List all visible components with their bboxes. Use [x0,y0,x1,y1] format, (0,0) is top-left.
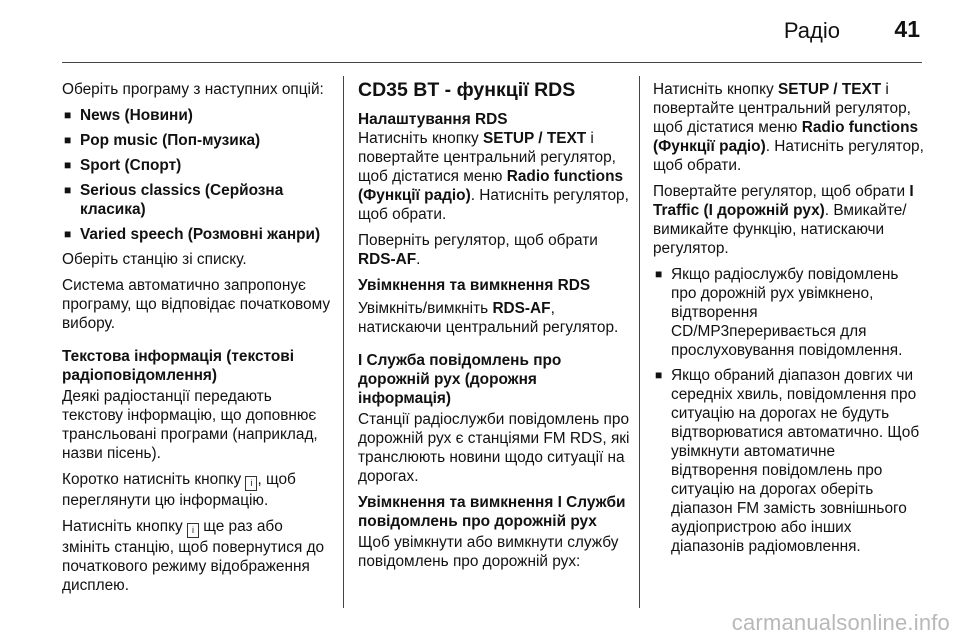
paragraph: Натисніть кнопку SETUP / TEXT і повертайте центральний регулятор, щоб дістатися меню Radio functions (Функції радіо). Натисніть регулятор, щоб обрати. [653,81,924,174]
paragraph: Деякі радіостанції передають текстову інформацію, що доповнює трансльовані програми (наприклад, назви пісень). [62,388,318,462]
page-number: 41 [894,16,920,42]
paragraph: Поверніть регулятор, щоб обрати RDS-AF. [358,232,598,268]
paragraph: Повертайте регулятор, щоб обрати I Traffic (I дорожній рух). Вмикайте/вимикайте функцію, натискаючи регулятор. [653,183,914,257]
paragraph: Система автоматично запропонує програму, що відповідає початковому вибору. [62,277,331,332]
bullet-icon: ■ [64,108,72,122]
section-heading: Налаштування RDS [358,111,508,128]
bullet-icon: ■ [655,368,663,382]
page-header-title: Радіо [783,18,840,43]
bullet-icon: ■ [64,158,72,172]
program-options-list [62,106,334,244]
traffic-notes-list [653,265,925,556]
list-item: ■ Varied speech (Розмовні жанри) [64,226,321,243]
column-divider [639,76,640,608]
list-item: ■ Serious classics (Серйозна класика) [64,182,284,218]
bullet-icon: ■ [64,183,72,197]
paragraph: Коротко натисніть кнопку i , щоб переглянути цю інформацію. [62,471,296,509]
section-heading: Увімкнення та вимкнення RDS [358,277,591,294]
bullet-icon: ■ [64,227,72,241]
section-heading: I Служба повідомлень про дорожній рух (дорожня інформація) [358,352,562,407]
paragraph: Станції радіослужби повідомлень про дорожній рух є станціями FM RDS, які транслюють новини щодо ситуації на дорогах. [358,411,630,485]
list-item: ■ Sport (Спорт) [64,157,182,174]
info-button-icon: i [245,476,257,491]
column-3 [653,80,925,562]
list-item: ■ News (Новини) [64,107,193,124]
info-button-icon: i [187,523,199,538]
paragraph: Увімкніть/вимкніть RDS-AF, натискаючи центральний регулятор. [358,300,619,336]
bullet-icon: ■ [64,133,72,147]
section-title: CD35 BT - функції RDS [358,79,576,101]
header-rule [62,62,922,63]
column-divider [343,76,344,608]
paragraph: Щоб увімкнути або вимкнути службу повідомлень про дорожній рух: [358,534,619,570]
section-heading: Увімкнення та вимкнення I Служби повідомлень про дорожній рух [358,494,626,530]
intro-text: Оберіть програму з наступних опцій: [62,81,324,98]
watermark: carmanualsonline.info [731,610,950,635]
column-1 [62,80,334,602]
section-heading: Текстова інформація (текстові радіоповідомлення) [62,348,295,384]
list-item: ■ Pop music (Поп-музика) [64,132,261,149]
list-item: ■ Якщо обраний діапазон довгих чи середніх хвиль, повідомлення про ситуацію на дорогах не будуть відтворюватися автоматично. Щоб увімкнути автоматичне відтворення повідомлень про ситуацію на дорогах оберіть діапазон FM замість зовнішнього аудіопристрою або інших діапазонів радіомовлення. [655,367,920,555]
list-item: ■ Якщо радіослужбу повідомлень про дорожній рух увімкнено, відтворення CD/MP3переривається для прослуховування повідомлення. [655,266,903,359]
paragraph: Натисніть кнопку SETUP / TEXT і повертайте центральний регулятор, щоб дістатися меню Radio functions (Функції радіо). Натисніть регулятор, щоб обрати. [358,130,629,223]
paragraph: Оберіть станцію зі списку. [62,251,247,268]
paragraph: Натисніть кнопку i ще раз або змініть станцію, щоб повернутися до початкового режиму відображення дисплею. [62,518,325,594]
bullet-icon: ■ [655,267,663,281]
column-2 [358,78,630,578]
